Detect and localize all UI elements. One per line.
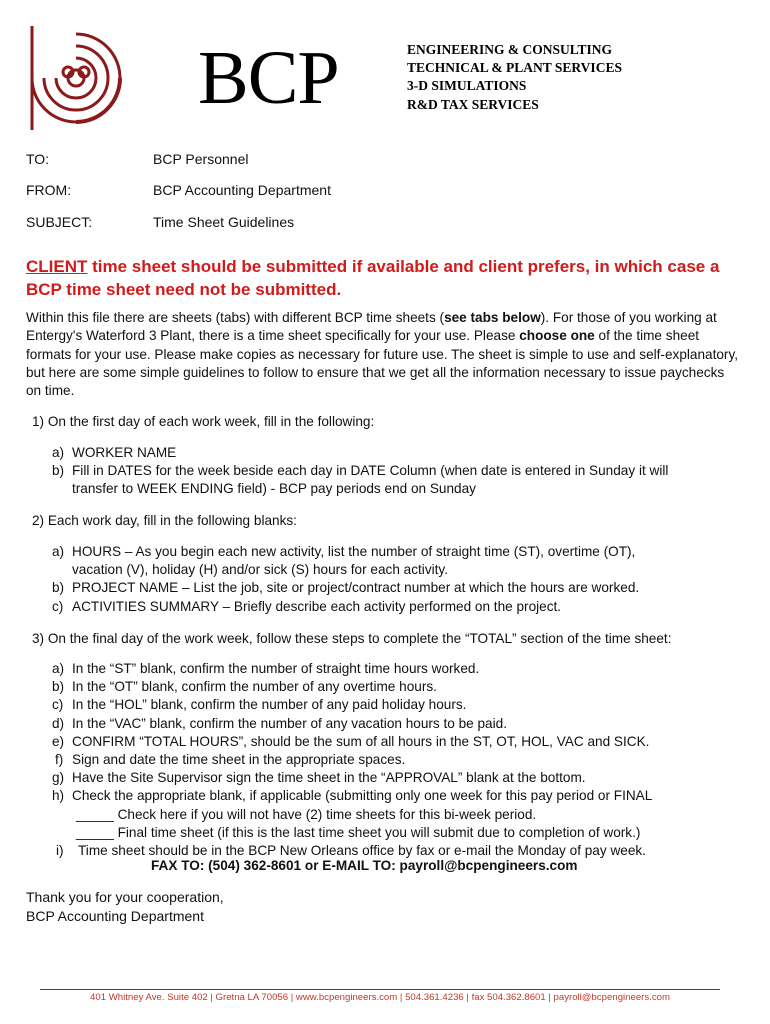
list-text: Fill in DATES for the week beside each day in DATE Column (when date is entered in Sunday it will: [72, 463, 669, 479]
memo-from-value: BCP Accounting Department: [153, 182, 331, 198]
list-item: [52, 598, 752, 616]
intro-text: ). For those of you working at Entergy's Waterford 3 Plant, there is a time sheet specifically for your use. Please: [26, 310, 717, 344]
list-marker: g): [52, 770, 65, 786]
list-text: In the “ST” blank, confirm the number of straight time hours worked.: [72, 661, 480, 676]
checkbox-line-biweek: _____ Check here if you will not have (2) time sheets for this bi-week period.: [76, 806, 537, 822]
list-text: Check the appropriate blank, if applicable (submitting only one week for this pay period or FINAL: [72, 788, 653, 804]
memo-subject-value: Time Sheet Guidelines: [153, 214, 295, 230]
step-2-title: 2) Each work day, fill in the following blanks:: [32, 513, 297, 528]
list-marker: b): [52, 580, 65, 596]
list-text: In the “HOL” blank, confirm the number of any paid holiday hours.: [72, 697, 467, 713]
list-marker: a): [52, 661, 65, 676]
step-3-title: 3) On the final day of the work week, follow these steps to complete the “TOTAL” section of the time sheet:: [32, 631, 672, 646]
list-marker: f): [55, 752, 64, 768]
footer-divider: [40, 989, 720, 990]
list-item: [52, 733, 752, 751]
list-text: CONFIRM “TOTAL HOURS”, should be the sum of all hours in the ST, OT, HOL, VAC and SICK.: [72, 733, 650, 749]
step-1-list: [52, 444, 752, 499]
list-item: [52, 579, 752, 597]
service-item: 3-D SIMULATIONS: [407, 78, 527, 94]
closing-signature: BCP Accounting Department: [26, 908, 204, 924]
list-text: HOURS – As you begin each new activity, list the number of straight time (ST), overtime (OT),: [72, 544, 636, 559]
step-2-list: [52, 543, 752, 616]
list-marker: a): [52, 544, 65, 559]
memo-from-label: FROM:: [26, 182, 72, 198]
list-item: [52, 715, 752, 733]
memo-from: [26, 182, 331, 198]
brand-name: BCP: [198, 36, 339, 120]
service-item: R&D TAX SERVICES: [407, 96, 539, 112]
list-marker: c): [52, 697, 64, 713]
client-word: CLIENT: [26, 257, 88, 276]
list-item: [52, 543, 752, 561]
step-1-title: 1) On the first day of each work week, fill in the following:: [32, 414, 375, 429]
list-item: [52, 696, 752, 714]
footer-contact: 401 Whitney Ave. Suite 402 | Gretna LA 70056 | www.bcpengineers.com | 504.361.4236 | fax 504.362.8601 | payroll@bcpengineers.com: [90, 992, 670, 1003]
closing: [26, 888, 224, 926]
list-item: [52, 678, 752, 696]
list-marker: a): [52, 445, 65, 460]
checkbox-line-final: _____ Final time sheet (if this is the last time sheet you will submit due to completion of work.): [76, 824, 641, 840]
list-marker: c): [52, 598, 64, 614]
list-marker: h): [52, 788, 65, 804]
memo-subject-label: SUBJECT:: [26, 214, 93, 230]
list-text: In the “VAC” blank, confirm the number of any vacation hours to be paid.: [72, 715, 507, 731]
list-item: [52, 751, 752, 769]
list-marker: e): [52, 733, 65, 749]
fax-email-line: FAX TO: (504) 362-8601 or E-MAIL TO: payroll@bcpengineers.com: [151, 858, 578, 873]
memo-to-label: TO:: [26, 151, 50, 167]
list-continuation: vacation (V), holiday (H) and/or sick (S) hours for each activity.: [72, 562, 448, 578]
list-item: [52, 444, 752, 462]
intro-paragraph: [26, 309, 738, 400]
list-marker: d): [52, 715, 65, 731]
list-item: [52, 462, 752, 480]
list-marker: i): [56, 843, 64, 859]
list-marker: b): [52, 463, 65, 479]
list-text: In the “OT” blank, confirm the number of any overtime hours.: [72, 679, 437, 695]
list-text: ACTIVITIES SUMMARY – Briefly describe each activity performed on the project.: [72, 598, 562, 614]
memo-to-value: BCP Personnel: [153, 151, 249, 167]
list-text: Sign and date the time sheet in the appropriate spaces.: [72, 752, 406, 768]
client-notice: [26, 255, 746, 301]
list-text: Time sheet should be in the BCP New Orleans office by fax or e-mail the Monday of pay week.: [78, 843, 646, 859]
intro-text: of the time sheet formats for your use. Please make copies as necessary for future use. The sheet is simple to use and self-explanatory, but here are some simple guidelines to follow to ensure that we get all the information necessary to issue paychecks on time.: [26, 328, 739, 399]
intro-text: Within this file there are sheets (tabs) with different BCP time sheets (: [26, 310, 445, 325]
list-text: PROJECT NAME – List the job, site or project/contract number at which the hours are worked.: [72, 580, 640, 596]
list-text: WORKER NAME: [72, 445, 177, 460]
list-marker: b): [52, 679, 65, 695]
service-item: ENGINEERING & CONSULTING: [407, 42, 613, 57]
memo-subject: [26, 214, 294, 230]
list-continuation: transfer to WEEK ENDING field) - BCP pay periods end on Sunday: [72, 481, 476, 497]
bcp-logo: [26, 26, 134, 134]
list-text: Have the Site Supervisor sign the time sheet in the “APPROVAL” blank at the bottom.: [72, 770, 586, 786]
memo-to: [26, 151, 248, 167]
intro-bold: choose one: [519, 328, 595, 344]
step-3-list: [52, 660, 752, 860]
client-notice-text: time sheet should be submitted if available and client prefers, in which case a BCP time sheet need not be submitted.: [26, 257, 720, 299]
list-item: [52, 769, 752, 787]
intro-bold: see tabs below: [444, 310, 541, 325]
services-list: [407, 41, 622, 114]
service-item: TECHNICAL & PLANT SERVICES: [407, 60, 622, 76]
list-item: [52, 787, 752, 805]
list-item: [52, 660, 752, 678]
closing-line: Thank you for your cooperation,: [26, 889, 224, 905]
